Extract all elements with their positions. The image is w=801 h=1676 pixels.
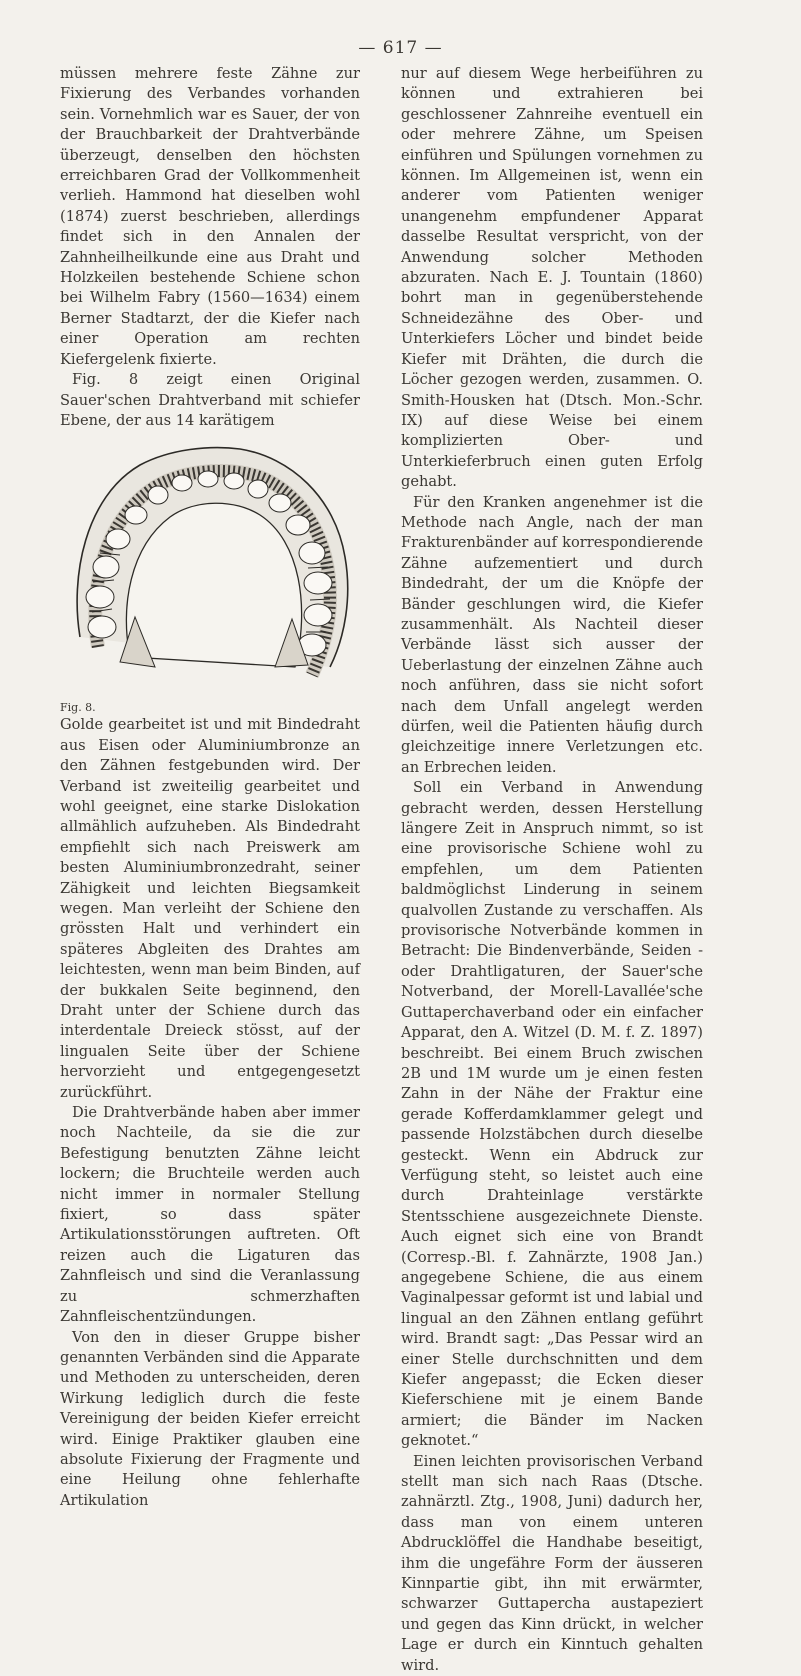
paragraph: Golde gearbeitet ist und mit Bindedraht aus Eisen oder Aluminiumbronze an den Zähnen festgebunden wird. Der Verband ist zweiteilig gearbeitet und wohl geeignet, eine starke Dislokation allmählich aufzuheben. Als Bindedraht empfiehlt sich nach Preiswerk am besten Aluminiumbronzedraht, seiner Zähigkeit und leichten Biegsamkeit wegen. Man verleiht der Schiene den grössten Halt und verhindert ein späteres Abgleiten des Drahtes am leichtesten, wenn man beim Binden, auf der bukkalen Seite beginnend, den Draht unter der Schiene durch das interdentale Dreieck stösst, auf der lingualen Seite über der Schiene hervorzieht und entgegengesetzt zurückführt. (60, 716, 360, 1101)
page-number: — 617 — (358, 38, 443, 58)
paragraph: Einen leichten provisorischen Verband stellt man sich nach Raas (Dtsche. zahnärztl. Ztg., 1908, Juni) dadurch her, dass man von einem unteren Abdrucklöffel die Handhabe beseitigt, ihm die ungefähre Form der äusseren Kinnpartie gibt, ihn mit erwärmter, schwarzer Guttapercha austapeziert und gegen das Kinn drückt, in welcher Lage er durch ein Kinntuch gehalten wird. (401, 1452, 703, 1674)
paragraph: nur auf diesem Wege herbeiführen zu können und extrahieren bei geschlossener Zahnreihe eventuell ein oder mehrere Zähne, um Speisen einführen und Spülungen vornehmen zu können. Im Allgemeinen ist, wenn ein anderer vom Patienten weniger unangenehm empfundener Apparat dasselbe Resultat verspricht, von der Anwendung solcher Methoden abzuraten. Nach E. J. Tountain (1860) bohrt man in gegenüberstehende Schneidezähne des Ober- und Unterkiefers Löcher und bindet beide Kiefer mit Drähten, die durch die Löcher gezogen werden, zusammen. O. Smith-Housken hat (Dtsch. Mon.-Schr. IX) auf diese Weise bei einem komplizierten Ober- und Unterkieferbruch einen guten Erfolg gehabt. (401, 65, 703, 491)
figure-caption: Fig. 8. (60, 701, 96, 715)
paragraph: Von den in dieser Gruppe bisher genannten Verbänden sind die Apparate und Methoden zu unterscheiden, deren Wirkung lediglich durch die feste Vereinigung der beiden Kiefer erreicht wird. Einige Praktiker glauben eine absolute Fixierung der Fragmente und eine Heilung ohne fehlerhafte Artikulation (60, 1328, 360, 1509)
paragraph: müssen mehrere feste Zähne zur Fixierung des Verbandes vorhanden sein. Vornehmlich war es Sauer, der von der Brauchbarkeit der Drahtverbände überzeugt, denselben den höchsten erreichbaren Grad der Vollkommenheit verlieh. Hammond hat dieselben wohl (1874) zuerst beschrieben, allerdings findet sich in den Annalen der Zahnheilheilkunde eine aus Draht und Holzkeilen bestehende Schiene schon bei Wilhelm Fabry (1560—1634) einem Berner Stadtarzt, der die Kiefer nach einer Operation am rechten Kiefergelenk fixierte. (60, 65, 360, 368)
paragraph: Für den Kranken angenehmer ist die Methode nach Angle, nach der man Frakturenbänder auf korrespondierende Zähne aufzementiert und durch Bindedraht, der um die Knöpfe der Bänder geschlungen wird, die Kiefer zusammenhält. Als Nachteil dieser Verbände lässt sich ausser der Ueberlastung der einzelnen Zähne auch noch anführen, dass sie nicht sofort nach dem Unfall angelegt werden dürfen, weil die Patienten häufig durch gleichzeitige innere Verletzungen etc. an Erbrechen leiden. (401, 493, 703, 776)
paragraph: Fig. 8 zeigt einen Original Sauer'schen Drahtverband mit schiefer Ebene, der aus 14 karätigem (60, 371, 360, 429)
left-column (60, 64, 360, 1511)
paragraph: Die Drahtverbände haben aber immer noch Nachteile, da sie die zur Befestigung benutzten Zähne leicht lockern; die Bruchteile werden auch nicht immer in normaler Stellung fixiert, so dass später Artikulationsstörungen auftreten. Oft reizen auch die Ligaturen das Zahnfleisch und sind die Veranlassung zu schmerzhaften Zahnfleischentzündungen. (60, 1104, 360, 1326)
dental-splint-figure (60, 437, 358, 699)
paragraph: Soll ein Verband in Anwendung gebracht werden, dessen Herstellung längere Zeit in Anspruch nimmt, so ist eine provisorische Schiene wohl zu empfehlen, um dem Patienten baldmöglichst Linderung in seinem qualvollen Zustande zu verschaffen. Als provisorische Notverbände kommen in Betracht: Die Bindenverbände, Seiden -oder Drahtligaturen, der Sauer'sche Notverband, der Morell-Lavallée'sche Guttaperchaverband oder ein einfacher Apparat, den A. Witzel (D. M. f. Z. 1897) beschreibt. Bei einem Bruch zwischen 2B und 1M wurde um je einen festen Zahn in der Nähe der Fraktur eine gerade Kofferdamklammer gelegt und passende Holzstäbchen durch dieselbe gesteckt. Wenn ein Abdruck zur Verfügung steht, so leistet auch eine durch Drahteinlage verstärkte Stentsschiene ausgezeichnete Dienste. Auch eignet sich eine von Brandt (Corresp.-Bl. f. Zahnärzte, 1908 Jan.) angegebene Schiene, die aus einem Vaginalpessar geformt ist und labial und lingual an den Zähnen entlang geführt wird. Brandt sagt: „Das Pessar wird an einer Stelle durchschnitten und dem Kiefer angepasst; die Ecken dieser Kieferschiene mit je einem Bande armiert; die Bänder im Nacken geknotet.“ (401, 779, 703, 1450)
right-column (401, 64, 703, 1676)
